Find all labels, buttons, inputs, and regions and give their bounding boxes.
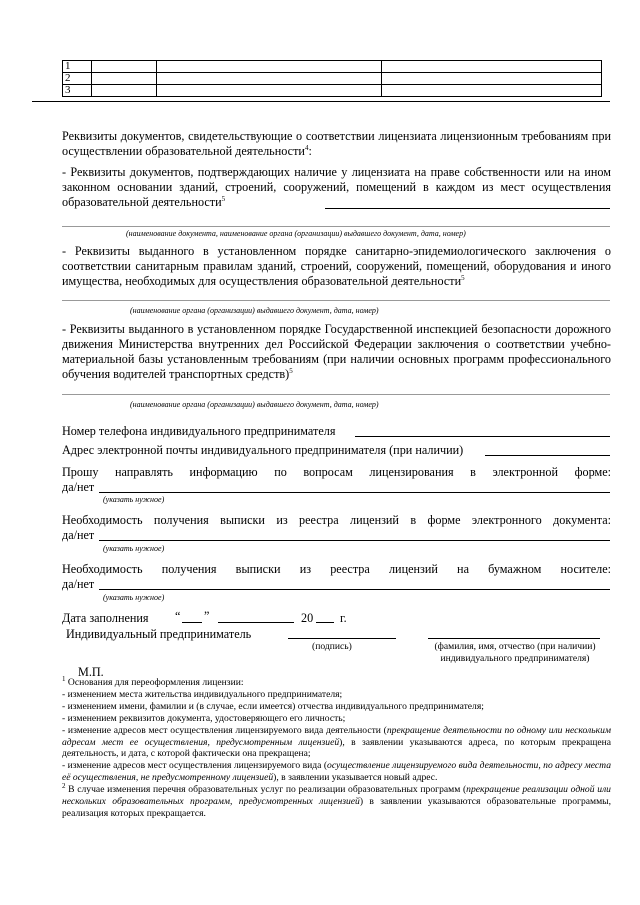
question-electronic-extract-answer-label: да/нет <box>62 528 95 542</box>
separator-line <box>32 101 610 102</box>
name-caption-line-1: (фамилия, имя, отчество (при наличии) <box>434 641 596 652</box>
date-quote-open: “ <box>175 609 181 623</box>
question-electronic-info-hint: (указать нужное) <box>103 495 165 504</box>
phone-field[interactable] <box>355 436 610 437</box>
date-day-field[interactable] <box>182 622 202 623</box>
date-label: Дата заполнения <box>62 611 149 625</box>
date-quote-close: ” <box>204 609 210 623</box>
item3-field-line <box>62 394 610 395</box>
name-field[interactable] <box>428 638 600 639</box>
signature-caption: (подпись) <box>312 641 352 652</box>
footnote-1-item: - изменением реквизитов документа, удостоверяющего его личность; <box>62 712 346 724</box>
footnotes <box>62 674 611 820</box>
date-year-prefix: 20 <box>301 611 314 625</box>
email-field[interactable] <box>485 455 610 456</box>
item1-field-line-a <box>325 208 610 209</box>
date-year-field[interactable] <box>316 622 334 623</box>
requisites-intro: Реквизиты документов, свидетельствующие о соответствии лицензиата лицензионным требованиям при осуществлении образовательной деятельности$^4$: <box>62 129 611 158</box>
item3-caption: (наименование органа (организации) выдавшего документ, дата, номер) <box>130 400 379 409</box>
requisites-item-2: - Реквизиты выданного в установленном порядке санитарно-эпидемиологического заключения о соответствии санитарным правилам зданий, строений, сооружений, помещений, оборудования и иного имущества, необходимых для осуществления образовательной деятельности$^5$ <box>62 244 611 288</box>
question-electronic-info-answer-label: да/нет <box>62 480 95 494</box>
footnote-1-item: - изменением имени, фамилии и (в случае, если имеется) отчества индивидуального предпринимателя; <box>62 700 484 712</box>
question-electronic-extract: Необходимость получения выписки из реестра лицензий в форме электронного документа: <box>62 513 611 527</box>
date-year-suffix: г. <box>340 611 347 625</box>
name-caption-line-2: индивидуального предпринимателя) <box>440 653 590 664</box>
question-electronic-extract-field[interactable] <box>99 540 610 541</box>
phone-label: Номер телефона индивидуального предпринимателя <box>62 424 336 438</box>
item1-caption: (наименование документа, наименование органа (организации) выдавшего документ, дата, номер) <box>126 229 466 238</box>
table-row <box>63 73 602 85</box>
item2-caption: (наименование органа (организации) выдавшего документ, дата, номер) <box>130 306 379 315</box>
top-table <box>62 60 602 97</box>
question-paper-extract-answer-label: да/нет <box>62 577 95 591</box>
stamp-label: М.П. <box>78 665 104 679</box>
footnote-1-item: - изменением места жительства индивидуального предпринимателя; <box>62 688 343 700</box>
footnote-1-item: - изменение адресов мест осуществления лицензируемого вида (осуществление лицензируемого вида деятельности, по адресу места её осуществления, не предусмотренному лицензией), в заявлении указывается новый адрес. <box>62 760 611 784</box>
footnote-2: $^2$ В случае изменения перечня образовательных услуг по реализации образовательных программ (прекращение реализации одной или нескольких образовательных программ, предусмотренных лицензией) в заявлении указываются образовательные программы, реализация которых прекращается. <box>62 781 611 819</box>
email-label: Адрес электронной почты индивидуального предпринимателя (при наличии) <box>62 443 464 457</box>
date-month-field[interactable] <box>218 622 294 623</box>
requisites-item-1: - Реквизиты документов, подтверждающих наличие у лицензиата на праве собственности или на ином законном основании зданий, строений, сооружений, помещений в каждом из мест осуществления образовательной деятельности$^5$ <box>62 165 611 209</box>
signature-field[interactable] <box>288 638 396 639</box>
footnote-1-item: - изменение адресов мест осуществления лицензируемого вида деятельности (прекращение деятельности по одному или нескольким адресам мест ее осуществления, предусмотренным лицензией), в заявлении указываются адреса, по которым прекращена деятельность, и дата, с которой фактически она прекращена; <box>62 724 611 760</box>
table-row <box>63 61 602 73</box>
question-paper-extract-field[interactable] <box>99 589 610 590</box>
question-electronic-info: Прошу направлять информацию по вопросам лицензирования в электронной форме: <box>62 465 611 479</box>
item1-field-line-b <box>62 226 610 227</box>
question-electronic-info-field[interactable] <box>99 492 610 493</box>
item2-field-line <box>62 300 610 301</box>
row-number: 2 <box>63 73 92 85</box>
footnote-1-title: $^1$ Основания для переоформления лицензии: <box>62 674 244 688</box>
ip-label: Индивидуальный предприниматель <box>66 627 252 641</box>
question-electronic-extract-hint: (указать нужное) <box>103 544 165 553</box>
question-paper-extract-hint: (указать нужное) <box>103 593 165 602</box>
row-number: 1 <box>63 61 92 73</box>
row-number: 3 <box>63 85 92 97</box>
question-paper-extract: Необходимость получения выписки из реестра лицензий на бумажном носителе: <box>62 562 611 576</box>
table-row <box>63 85 602 97</box>
requisites-item-3: - Реквизиты выданного в установленном порядке Государственной инспекцией безопасности дорожного движения Министерства внутренних дел Российской Федерации заключения о соответствии учебно-материальной базы установленным требованиям (при наличии основных программ профессионального обучения водителей транспортных средств)$^5$ <box>62 322 611 381</box>
